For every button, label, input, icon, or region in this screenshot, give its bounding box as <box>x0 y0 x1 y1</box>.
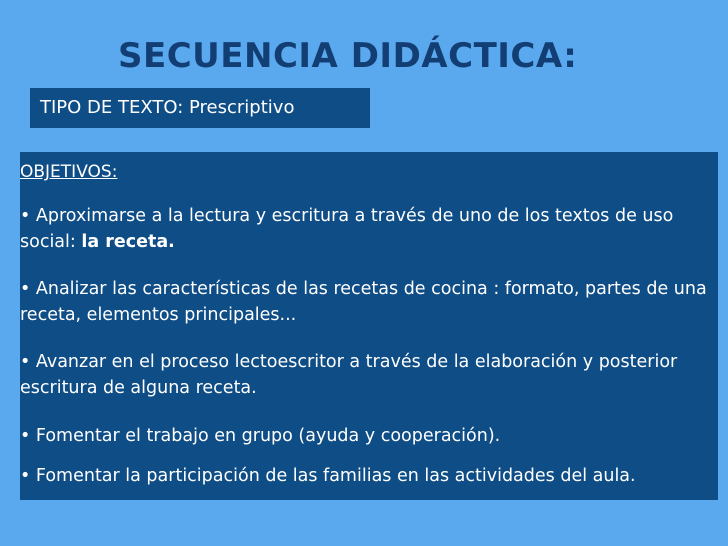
objective-item-4 <box>20 423 716 449</box>
objective-emphasis: la receta. <box>81 232 175 252</box>
objective-text: • Fomentar el trabajo en grupo (ayuda y cooperación). <box>20 426 501 446</box>
objective-item-5 <box>20 463 716 489</box>
objective-text: • Fomentar la participación de las familias en las actividades del aula. <box>20 466 636 486</box>
subtitle-banner <box>30 88 370 128</box>
objectives-heading: OBJETIVOS: <box>20 162 118 182</box>
text-type-label: TIPO DE TEXTO: Prescriptivo <box>40 97 295 118</box>
objective-text: • Aproximarse a la lectura y escritura a través de uno de los textos de uso social: <box>20 206 674 252</box>
objective-text: • Avanzar en el proceso lectoescritor a través de la elaboración y posterior escritura de alguna receta. <box>20 352 678 398</box>
objective-text: • Analizar las características de las recetas de cocina : formato, partes de una receta, elementos principales... <box>20 279 707 325</box>
objective-item-3 <box>20 349 716 401</box>
objective-item-2 <box>20 276 716 328</box>
objectives-panel <box>20 152 718 500</box>
slide-title: SECUENCIA DIDÁCTICA: <box>118 36 578 76</box>
objective-item-1 <box>20 203 716 255</box>
